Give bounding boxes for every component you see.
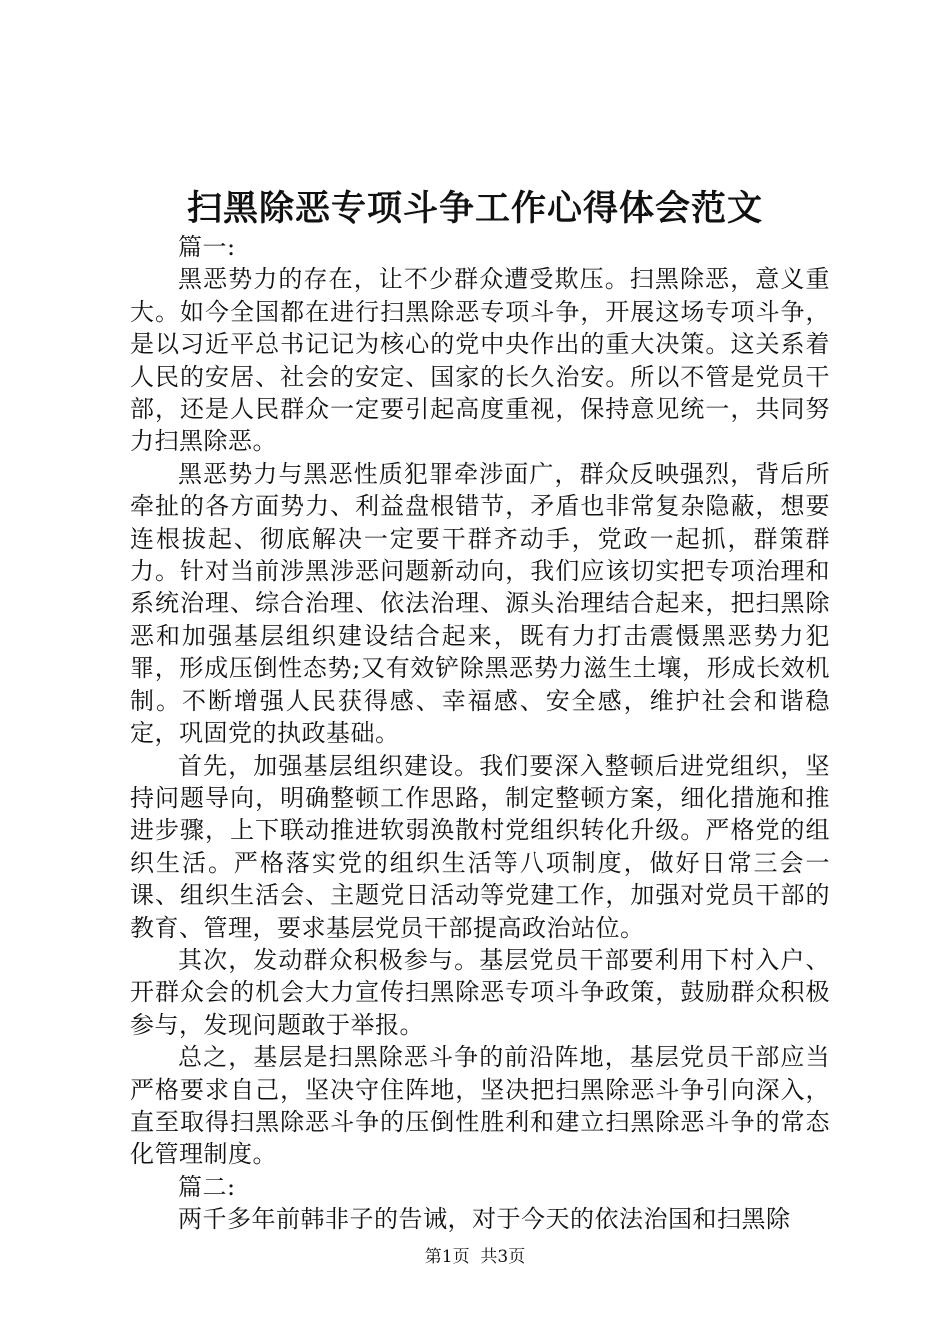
paragraph: 首先，加强基层组织建设。我们要深入整顿后进党组织，坚持问题导向，明确整顿工作思路，制定整顿方案，细化措施和推进步骤，上下联动推进软弱涣散村党组织转化升级。严格党的组织生活。严格落实党的组织生活等八项制度，做好日常三会一课、组织生活会、主题党日活动等党建工作，加强对党员干部的教育、管理，要求基层党员干部提高政治站位。 bbox=[130, 751, 830, 942]
paragraph: 总之，基层是扫黑除恶斗争的前沿阵地，基层党员干部应当严格要求自己，坚决守住阵地，坚决把扫黑除恶斗争引向深入，直至取得扫黑除恶斗争的压倒性胜利和建立扫黑除恶斗争的常态化管理制度。 bbox=[130, 1043, 830, 1169]
page-footer bbox=[0, 1245, 950, 1269]
paragraph: 黑恶势力与黑恶性质犯罪牵涉面广，群众反映强烈，背后所牵扯的各方面势力、利益盘根错节，矛盾也非常复杂隐蔽，想要连根拔起、彻底解决一定要干群齐动手，党政一起抓，群策群力。针对当前涉黑涉恶问题新动向，我们应该切实把专项治理和系统治理、综合治理、依法治理、源头治理结合起来，把扫黑除恶和加强基层组织建设结合起来，既有力打击震慑黑恶势力犯罪，形成压倒性态势;又有效铲除黑恶势力滋生土壤，形成长效机制。不断增强人民获得感、幸福感、安全感，维护社会和谐稳定，巩固党的执政基础。 bbox=[130, 459, 830, 748]
document-title: 扫黑除恶专项斗争工作心得体会范文 bbox=[186, 188, 763, 229]
section-label-part-one: 篇一: bbox=[178, 233, 236, 261]
section-label-part-two: 篇二: bbox=[178, 1172, 236, 1201]
paragraph: 其次，发动群众积极参与。基层党员干部要利用下村入户、开群众会的机会大力宣传扫黑除恶专项斗争政策，鼓励群众积极参与，发现问题敢于举报。 bbox=[130, 945, 830, 1039]
paragraph: 两千多年前韩非子的告诫，对于今天的依法治国和扫黑除 bbox=[178, 1205, 791, 1234]
page-number: 第1页 共3页 bbox=[424, 1247, 526, 1267]
document-body bbox=[130, 231, 830, 1236]
paragraph: 黑恶势力的存在，让不少群众遭受欺压。扫黑除恶，意义重大。如今全国都在进行扫黑除恶专项斗争，开展这场专项斗争，是以习近平总书记记为核心的党中央作出的重大决策。这关系着人民的安居、社会的安定、国家的长久治安。所以不管是党员干部，还是人民群众一定要引起高度重视，保持意见统一，共同努力扫黑除恶。 bbox=[130, 265, 830, 456]
